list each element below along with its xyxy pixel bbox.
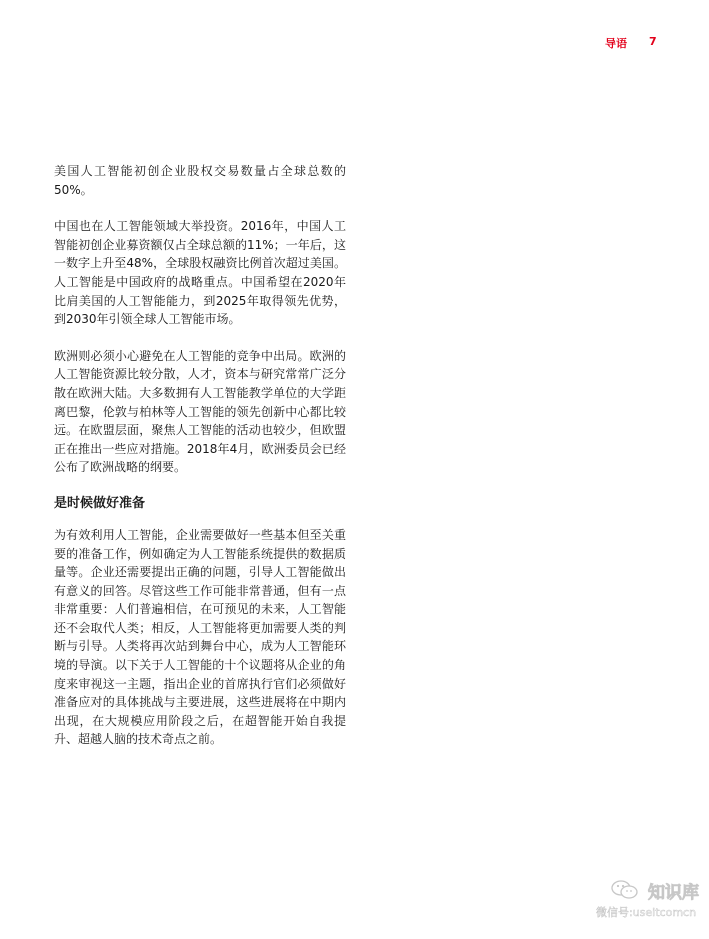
paragraph-us-share: 美国人工智能初创企业股权交易数量占全球总数的50%。	[54, 164, 346, 197]
watermark-account: 微信号:useitcomcn	[596, 906, 697, 919]
paragraph-preparation: 为有效利用人工智能，企业需要做好一些基本但至关重要的准备工作，例如确定为人工智能系统提供的数据质量等。企业还需要提出正确的问题，引导人工智能做出有意义的回答。尽管这些工作可能非常普通，但有一点非常重要：人们普遍相信，在可预见的未来，人工智能还不会取代人类；相反，人工智能将更加需要人类的判断与引导。人类将再次站到舞台中心，成为人工智能环境的导演。以下关于人工智能的十个议题将从企业的角度来审视这一主题，指出企业的首席执行官们必须做好准备应对的具体挑战与主要进展，这些进展将在中期内出现，在大规模应用阶段之后，在超智能开始自我提升、超越人脑的技术奇点之前。	[54, 527, 346, 747]
paragraph-europe: 欧洲则必须小心避免在人工智能的竞争中出局。欧洲的人工智能资源比较分散，人才，资本与研究常常广泛分散在欧洲大陆。大多数拥有人工智能教学单位的大学距离巴黎，伦敦与柏林等人工智能的领先创新中心都比较远。在欧盟层面，聚焦人工智能的活动也较少，但欧盟正在推出一些应对措施。2018年4月，欧洲委员会已经公布了欧洲战略的纲要。	[54, 348, 346, 475]
page-number: 7	[649, 35, 657, 48]
wechat-icon	[610, 880, 640, 900]
main-content	[54, 162, 346, 767]
watermark	[596, 880, 706, 922]
paragraph-china-investment: 中国也在人工智能领域大举投资。2016年，中国人工智能初创企业募资额仅占全球总额的11%；一年后，这一数字上升至48%，全球股权融资比例首次超过美国。人工智能是中国政府的战略重点。中国希望在2020年比肩美国的人工智能能力，到2025年取得领先优势，到2030年引领全球人工智能市场。	[54, 219, 346, 327]
page-header	[600, 35, 670, 51]
section-heading: 是时候做好准备	[54, 495, 146, 511]
section-title: 导语	[605, 37, 627, 50]
watermark-brand: 知识库	[648, 883, 699, 903]
